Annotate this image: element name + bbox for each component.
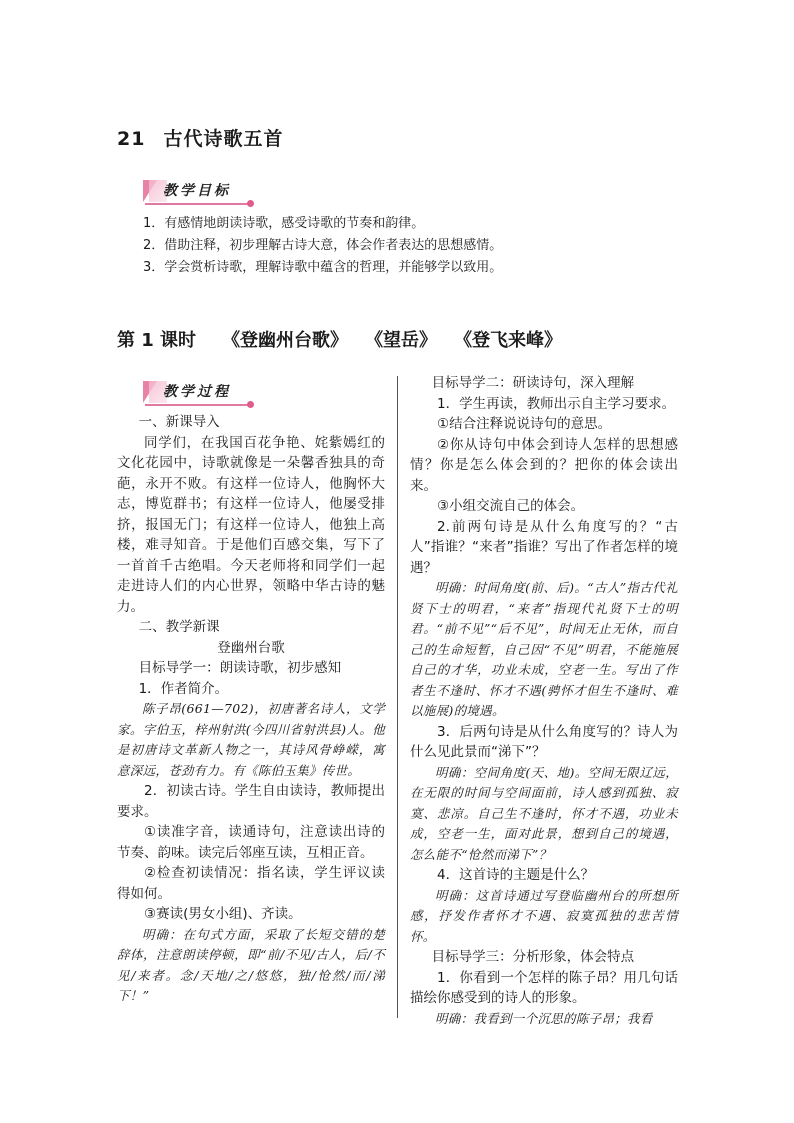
question-item: ①读准字音，读通诗句，注意读出诗的节奏、韵味。读完后邻座互读，互相正音。	[117, 824, 385, 861]
guide-heading: 目标导学一：朗读诗歌，初步感知	[138, 660, 342, 676]
badge-dot-icon	[247, 401, 254, 408]
intro-paragraph: 同学们，在我国百花争艳、姹紫嫣红的文化花园中，诗歌就像是一朵馨香独具的奇葩，永开不败。有这样一位诗人，他胸怀大志，博览群书；有这样一位诗人，他屡受排挤，报国无门；有这样一位诗人，他独上高楼，难寻知音。于是他们百感交集，写下了一首首千古绝唱。今天老师将和同学们一起走进诗人们的内心世界，领略中华古诗的魅力。	[117, 434, 385, 615]
process-badge-label: 教学过程	[163, 384, 231, 400]
poem-title-1: 《登幽州台歌》	[222, 330, 349, 351]
answer: 明确：我看到一个沉思的陈子昂；我看	[435, 1010, 653, 1026]
question: 1．学生再读，教师出示自主学习要求。	[437, 395, 676, 412]
goal-item: 3．学会赏析诗歌，理解诗歌中蕴含的哲理，并能够学以致用。	[143, 260, 503, 275]
question: 4．这首诗的主题是什么？	[437, 867, 595, 883]
goal-item: 1．有感情地朗读诗歌，感受诗歌的节奏和韵律。	[143, 216, 425, 231]
goal-item: 2．借助注释，初步理解古诗大意，体会作者表达的思想感情。	[143, 238, 503, 253]
goals-badge-label: 教学目标	[163, 183, 231, 199]
section-heading: 一、新课导入	[138, 414, 220, 430]
lesson-number: 21	[117, 128, 146, 150]
question: 1．你看到一个怎样的陈子昂？用几句话描绘你感受到的诗人的形象。	[410, 969, 678, 1006]
poem-title-3: 《登飞来峰》	[463, 330, 563, 351]
section-heading: 二、教学新课	[138, 619, 220, 635]
goals-list	[143, 213, 502, 279]
answer: 明确：在句式方面，采取了长短交错的楚辞体，注意朗读停顿，即“前/不见/古人，后/不见/来者。念/天地/之/悠悠，独/怆然/而/涕下！”	[117, 926, 385, 1003]
question: 1．作者简介。	[138, 680, 229, 697]
poem-title-2: 《望岳》	[374, 330, 438, 351]
answer: 明确：时间角度(前、后)。“古人”指古代礼贤下士的明君，“来者”指现代礼贤下士的明君。“前不见”“后不见”，时间无止无休，而自己的生命短暂，自己因“不见”明君，不能施展自己的才华，功业未成，空老一生。写出了作者生不逢时、怀才不遇(骋怀才但生不逢时、难以施展)的境遇。	[410, 580, 678, 718]
question-item: ③小组交流自己的体会。	[437, 498, 585, 514]
question: 2.前两句诗是从什么角度写的？“古人”指谁？“来者”指谁？写出了作者怎样的境遇？	[410, 518, 678, 576]
answer: 明确：这首诗通过写登临幽州台的所想所感，抒发作者怀才不遇、寂寞孤独的悲苦情怀。	[410, 887, 678, 944]
question-item: ①结合注释说说诗句的意思。	[437, 416, 612, 432]
lesson-name: 古代诗歌五首	[163, 128, 284, 150]
process-badge	[143, 381, 261, 403]
left-column	[117, 412, 385, 1007]
question: 2．初读古诗。学生自由读诗，教师提出要求。	[117, 783, 385, 820]
period-title	[117, 326, 588, 352]
right-column	[410, 373, 678, 1029]
poem-heading: 登幽州台歌	[217, 639, 285, 656]
question-item: ②你从诗句中体会到诗人怎样的思想感情？你是怎么体会到的？把你的体会读出来。	[410, 436, 678, 494]
question-item: ②检查初读情况：指名读，学生评议读得如何。	[117, 865, 385, 902]
goals-badge	[143, 180, 261, 202]
lesson-title	[117, 124, 283, 151]
answer: 陈子昂(661—702)，初唐著名诗人，文学家。字伯玉，梓州射洪(今四川省射洪县)人。他是初唐诗文革新人物之一，其诗风骨峥嵘，寓意深远，苍劲有力。有《陈伯玉集》传世。	[117, 701, 385, 778]
column-divider	[397, 376, 398, 1018]
guide-heading: 目标导学二：研读诗句，深入理解	[431, 375, 635, 391]
badge-dot-icon	[247, 200, 254, 207]
answer: 明确：空间角度(天、地)。空间无限辽远，在无限的时间与空间面前，诗人感到孤独、寂寞、悲凉。自己生不逢时，怀才不遇，功业未成，空老一生，面对此景，想到自己的境遇，怎么能不“怆然而涕下”？	[410, 764, 678, 862]
question-item: ③赛读(男女小组)、齐读。	[144, 906, 302, 922]
question: 3．后两句诗是从什么角度写的？诗人为什么见此景而“涕下”？	[410, 723, 678, 760]
period-label: 第 1 课时	[117, 330, 197, 351]
guide-heading: 目标导学三：分析形象，体会特点	[431, 949, 635, 965]
